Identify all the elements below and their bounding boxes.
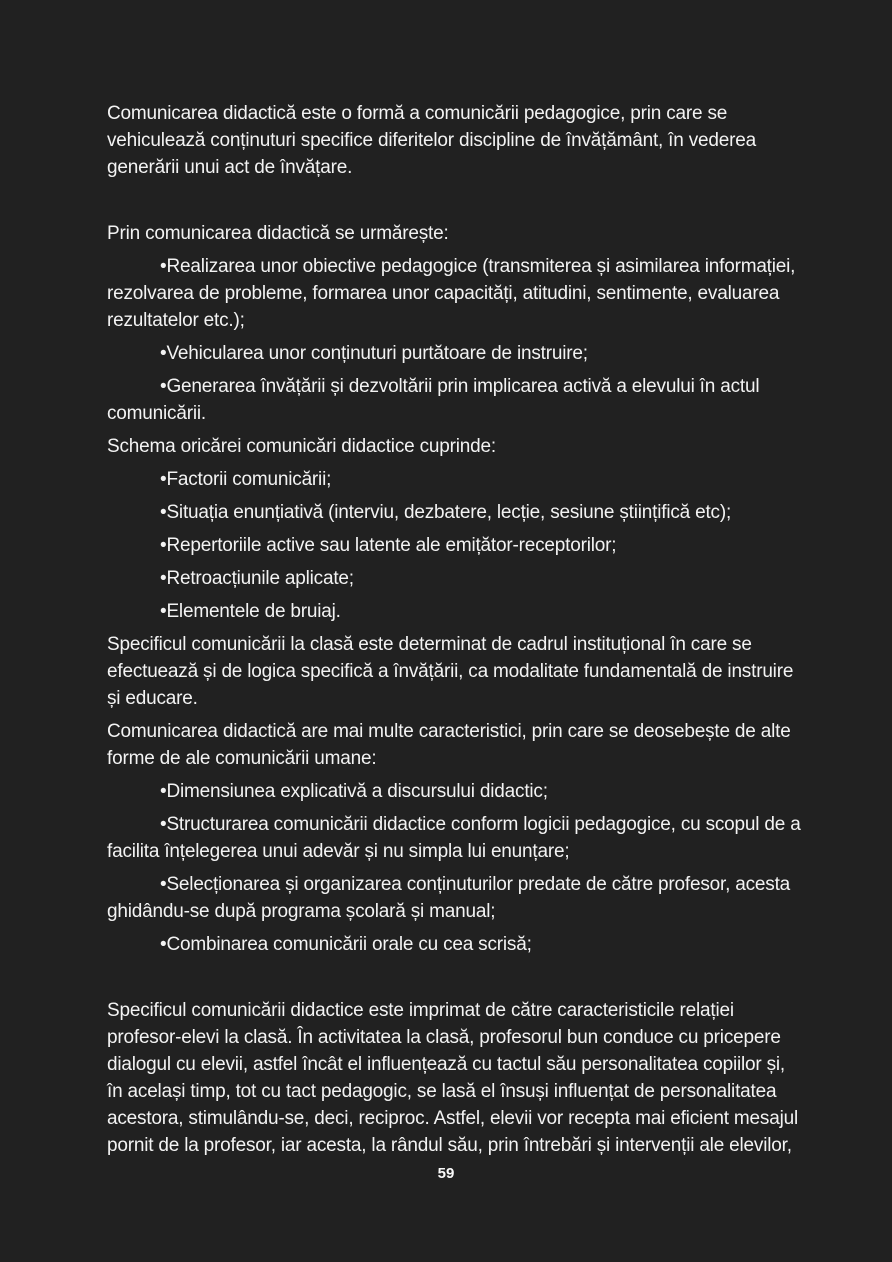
text-line: Specificul comunicării didactice este imprimat de către caracteristicile relației [107, 1000, 734, 1021]
bullet-item [107, 811, 807, 865]
empty-line [107, 187, 807, 214]
text-line: •Selecționarea și organizarea conținuturilor predate de către profesor, acesta [160, 874, 791, 895]
bullet-item [107, 565, 807, 592]
paragraph [107, 718, 807, 772]
text-line: rezultatelor etc.); [107, 310, 245, 331]
text-line: Prin comunicarea didactică se urmărește: [107, 223, 449, 244]
text-line: •Retroacțiunile aplicate; [160, 568, 354, 589]
bullet-item [107, 532, 807, 559]
text-line: Comunicarea didactică este o formă a comunicării pedagogice, prin care se [107, 103, 728, 124]
text-line: ghidându-se după programa școlară și manual; [107, 901, 496, 922]
bullet-item [107, 340, 807, 367]
text-line: vehiculează conținuturi specifice diferitelor discipline de învățământ, în vederea [107, 130, 756, 151]
text-line: dialogul cu elevii, astfel încât el influențează cu tactul său personalitatea copiilor și, [107, 1054, 786, 1075]
bullet-item [107, 598, 807, 625]
empty-line [107, 964, 807, 991]
paragraph [107, 433, 807, 460]
text-line: •Combinarea comunicării orale cu cea scrisă; [160, 934, 532, 955]
text-line: și educare. [107, 688, 198, 709]
text-line: efectuează și de logica specifică a învățării, ca modalitate fundamentală de instruire [107, 661, 794, 682]
bullet-item [107, 871, 807, 925]
text-line: •Structurarea comunicării didactice conform logicii pedagogice, cu scopul de a [160, 814, 801, 835]
text-line: •Realizarea unor obiective pedagogice (transmiterea și asimilarea informației, [160, 256, 796, 277]
text-line: Comunicarea didactică are mai multe caracteristici, prin care se deosebește de alte [107, 721, 791, 742]
text-line: pornit de la profesor, iar acesta, la rândul său, prin întrebări și intervenții ale elevilor, [107, 1135, 792, 1156]
text-line: •Vehicularea unor conținuturi purtătoare de instruire; [160, 343, 588, 364]
bullet-item [107, 253, 807, 334]
bullet-item [107, 373, 807, 427]
page-number: 59 [437, 1165, 455, 1182]
text-line: •Elementele de bruiaj. [160, 601, 341, 622]
bullet-item [107, 466, 807, 493]
text-line: acestora, stimulându-se, deci, reciproc. Astfel, elevii vor recepta mai eficient mesajul [107, 1108, 798, 1129]
bullet-item [107, 778, 807, 805]
bullet-item [107, 931, 807, 958]
text-line: •Repertoriile active sau latente ale emițător-receptorilor; [160, 535, 617, 556]
text-line: forme de ale comunicării umane: [107, 748, 377, 769]
paragraph [107, 631, 807, 712]
text-line: Schema oricărei comunicări didactice cuprinde: [107, 436, 496, 457]
text-line: generării unui act de învățare. [107, 157, 353, 178]
paragraph [107, 997, 807, 1159]
text-line: •Dimensiunea explicativă a discursului didactic; [160, 781, 548, 802]
paragraph [107, 220, 807, 247]
text-line: în același timp, tot cu tact pedagogic, se lasă el însuși influențat de personalitatea [107, 1081, 777, 1102]
text-line: facilita înțelegerea unui adevăr și nu simpla lui enunțare; [107, 841, 570, 862]
text-line: •Generarea învățării și dezvoltării prin implicarea activă a elevului în actul [160, 376, 760, 397]
text-line: •Factorii comunicării; [160, 469, 332, 490]
text-line: Specificul comunicării la clasă este determinat de cadrul instituțional în care se [107, 634, 752, 655]
bullet-item [107, 499, 807, 526]
document-content [107, 100, 807, 1165]
text-line: •Situația enunțiativă (interviu, dezbatere, lecție, sesiune științifică etc); [160, 502, 732, 523]
text-line: rezolvarea de probleme, formarea unor capacități, atitudini, sentimente, evaluarea [107, 283, 780, 304]
text-line: comunicării. [107, 403, 206, 424]
text-line: profesor-elevi la clasă. În activitatea la clasă, profesorul bun conduce cu pricepere [107, 1027, 781, 1048]
paragraph [107, 100, 807, 181]
